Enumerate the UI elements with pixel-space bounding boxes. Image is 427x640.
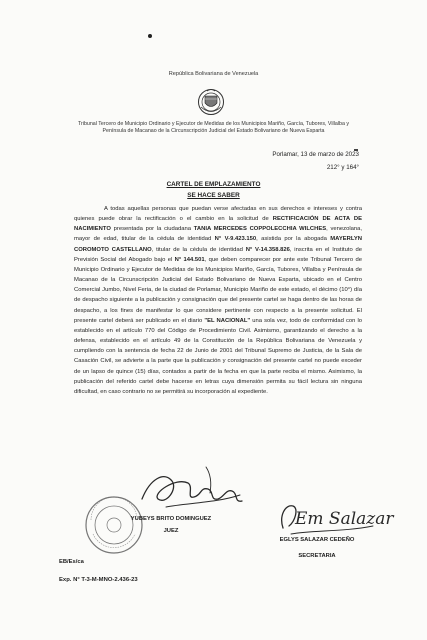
body-bold-run: N° V-9.423.150 xyxy=(214,236,257,243)
cartel-body-text xyxy=(74,204,362,397)
judge-name: YUBEYS BRITO DOMINGUEZ xyxy=(130,516,212,522)
body-text-run: presentada por la ciudadana xyxy=(110,226,194,233)
judge-title: JUEZ xyxy=(163,528,179,534)
document-subtitle: SE HACE SABER xyxy=(187,192,240,199)
body-text-run: , que deben comparecer por ante este Tribunal Tercero de Municipio Ordinario y Ejecutor de Medidas de los Municipios Mariño, García, Tubores, Villalba y Península de Macanao de la Circunscripción Judicial del Estado Bolivariano de Nueva Esparta, ubicado en el Centro Comercial Jumbo, Nivel Feria, de la ciudad de Porlamar, Municipio Mariño de este estado, el décimo (10°) día de despacho siguiente a la publicación y consignación que del presente cartel se haga dentro de las horas de despacho, a los fines de manifestar lo que considere pertinente con respecto a la presente solicitud. El presente cartel deberá ser publicado en el diario xyxy=(74,256,362,324)
document-date: Porlamar, 13 de marzo de 2023 xyxy=(272,151,359,158)
body-bold-run: N° 144.501 xyxy=(174,256,205,263)
tribunal-heading: Tribunal Tercero de Municipio Ordinario y Ejecutor de Medidas de los Municipios Mariño, García, Tubores, Villalba y Península de Macanao de la Circunscripción Judicial del Estado Bolivariano de Nueva Esparta xyxy=(77,121,350,134)
body-bold-run: N° V-14.358.826 xyxy=(245,246,290,253)
body-text-run: , titular de la cédula de identidad xyxy=(151,246,246,253)
secretary-title: SECRETARIA xyxy=(298,553,336,559)
document-initials: EB/Es/ca xyxy=(59,559,84,565)
body-text-run: A todas aquellas personas que puedan verse afectadas en sus derechos e intereses y contra quienes puede obrar la rectificación o el cambio en la solicitud de xyxy=(74,206,362,223)
body-text-run: , venezolana, mayor de edad, titular de la cédula de identidad xyxy=(74,226,363,243)
expediente-number: Exp. N° T-3-M-MNO-2.436-23 xyxy=(59,577,138,583)
body-text-run: , inscrita en el Instituto de Previsión Social del Abogado bajo el xyxy=(74,246,362,263)
secretary-name: EGLYS SALAZAR CEDEÑO xyxy=(279,537,355,543)
body-bold-run: TANIA MERCEDES COPPOLECCHIA WILCHES xyxy=(193,226,327,233)
body-bold-run: "EL NACIONAL" xyxy=(204,317,251,324)
coat-of-arms-icon xyxy=(195,87,227,117)
ink-dot xyxy=(148,34,152,38)
secretary-signature xyxy=(273,492,394,542)
body-bold-run: RECTIFICACIÓN DE ACTA DE NACIMIENTO xyxy=(74,216,363,233)
document-reference: 212° y 164° xyxy=(326,164,359,171)
body-bold-run: MAYERLYN COROMOTO CASTELLANO xyxy=(74,236,362,253)
republic-heading: República Bolivariana de Venezuela xyxy=(168,71,259,77)
body-text-run: una sola vez, todo de conformidad con lo establecido en el artículo 770 del Código de Procedimiento Civil. Asimismo, garantizando el derecho a la defensa, establecido en el artículo 49 de la Constitución de la República Bolivariana de Venezuela y cumpliendo con la sentencia de fecha 22 de Junio de 2001 del Tribunal Supremo de Justicia, de la Sala de Casación Civil, se advierte a la parte que la publicación y consignación del presente cartel no puede exceder de un lapso de quince (15) días, contados a partir de la fecha en que la parte reciba el mismo. Asimismo, la publicación del referido cartel debe hacerse en letras cuya dimensión permita su fácil lectura sin ninguna dificultad, en caso contrario no se permitirá su incorporación al expediente. xyxy=(74,317,362,395)
secretary-signature-text: Em Salazar xyxy=(295,509,394,529)
body-text-run: , asistida por la abogada xyxy=(256,236,331,243)
document-title: CARTEL DE EMPLAZAMIENTO xyxy=(166,181,261,188)
